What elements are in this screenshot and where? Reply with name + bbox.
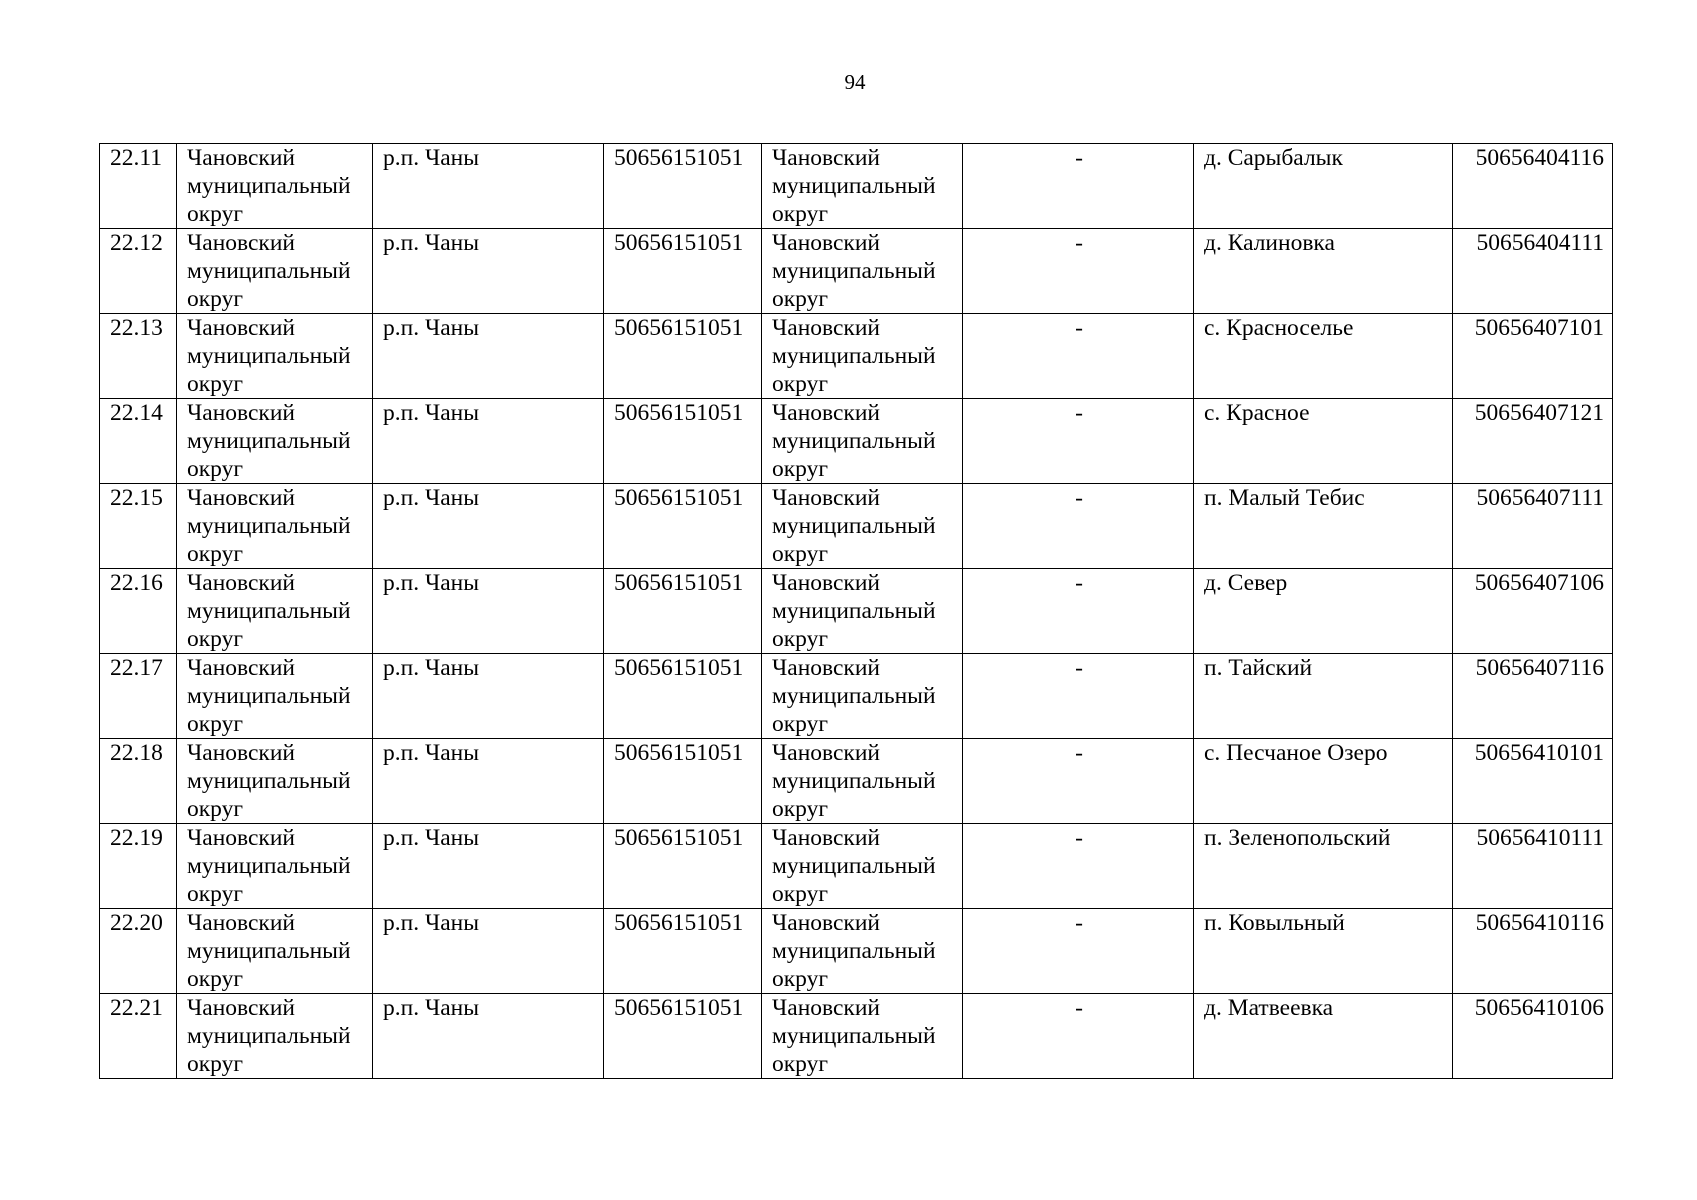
- locality-cell: п. Тайский: [1194, 654, 1453, 739]
- row-number-cell: 22.18: [100, 739, 177, 824]
- locality-cell: с. Красноселье: [1194, 314, 1453, 399]
- table-row: [100, 909, 1613, 994]
- locality-code-cell: 50656410111: [1453, 824, 1613, 909]
- district-cell: Чановский муниципальный округ: [177, 569, 373, 654]
- district-cell: Чановский муниципальный округ: [177, 824, 373, 909]
- district-cell-2: Чановский муниципальный округ: [762, 654, 963, 739]
- district-cell: Чановский муниципальный округ: [177, 144, 373, 229]
- table-row: [100, 824, 1613, 909]
- table-body: [100, 144, 1613, 1079]
- locality-cell: п. Зеленопольский: [1194, 824, 1453, 909]
- row-number-cell: 22.21: [100, 994, 177, 1079]
- locality-cell: д. Север: [1194, 569, 1453, 654]
- dash-cell: -: [963, 229, 1194, 314]
- district-cell-2: Чановский муниципальный округ: [762, 399, 963, 484]
- page-number: 94: [844, 70, 866, 94]
- locality-cell: д. Сарыбалык: [1194, 144, 1453, 229]
- settlement-cell: р.п. Чаны: [373, 399, 604, 484]
- dash-cell: -: [963, 569, 1194, 654]
- settlement-cell: р.п. Чаны: [373, 144, 604, 229]
- table-row: [100, 654, 1613, 739]
- table-row: [100, 739, 1613, 824]
- settlement-cell: р.п. Чаны: [373, 824, 604, 909]
- settlement-code-cell: 50656151051: [604, 144, 762, 229]
- table-row: [100, 144, 1613, 229]
- district-cell-2: Чановский муниципальный округ: [762, 569, 963, 654]
- table-row: [100, 569, 1613, 654]
- settlement-cell: р.п. Чаны: [373, 909, 604, 994]
- district-cell-2: Чановский муниципальный округ: [762, 739, 963, 824]
- locality-code-cell: 50656410116: [1453, 909, 1613, 994]
- settlement-cell: р.п. Чаны: [373, 484, 604, 569]
- settlement-cell: р.п. Чаны: [373, 739, 604, 824]
- table-row: [100, 399, 1613, 484]
- dash-cell: -: [963, 909, 1194, 994]
- district-cell: Чановский муниципальный округ: [177, 484, 373, 569]
- table-row: [100, 994, 1613, 1079]
- row-number-cell: 22.17: [100, 654, 177, 739]
- district-cell-2: Чановский муниципальный округ: [762, 824, 963, 909]
- row-number-cell: 22.13: [100, 314, 177, 399]
- locality-cell: д. Матвеевка: [1194, 994, 1453, 1079]
- dash-cell: -: [963, 484, 1194, 569]
- table-row: [100, 314, 1613, 399]
- table-row: [100, 484, 1613, 569]
- settlement-code-cell: 50656151051: [604, 654, 762, 739]
- locality-code-cell: 50656407101: [1453, 314, 1613, 399]
- locality-cell: п. Ковыльный: [1194, 909, 1453, 994]
- locality-cell: с. Красное: [1194, 399, 1453, 484]
- settlement-code-cell: 50656151051: [604, 229, 762, 314]
- row-number-cell: 22.16: [100, 569, 177, 654]
- row-number-cell: 22.20: [100, 909, 177, 994]
- locality-code-cell: 50656410101: [1453, 739, 1613, 824]
- table-row: [100, 229, 1613, 314]
- locality-cell: с. Песчаное Озеро: [1194, 739, 1453, 824]
- settlements-table: [99, 143, 1613, 1079]
- locality-code-cell: 50656404111: [1453, 229, 1613, 314]
- row-number-cell: 22.11: [100, 144, 177, 229]
- locality-code-cell: 50656407111: [1453, 484, 1613, 569]
- settlement-code-cell: 50656151051: [604, 314, 762, 399]
- row-number-cell: 22.15: [100, 484, 177, 569]
- locality-code-cell: 50656407116: [1453, 654, 1613, 739]
- locality-code-cell: 50656404116: [1453, 144, 1613, 229]
- settlement-cell: р.п. Чаны: [373, 569, 604, 654]
- district-cell-2: Чановский муниципальный округ: [762, 229, 963, 314]
- dash-cell: -: [963, 144, 1194, 229]
- district-cell: Чановский муниципальный округ: [177, 654, 373, 739]
- district-cell: Чановский муниципальный округ: [177, 909, 373, 994]
- district-cell: Чановский муниципальный округ: [177, 229, 373, 314]
- settlement-cell: р.п. Чаны: [373, 994, 604, 1079]
- settlement-code-cell: 50656151051: [604, 994, 762, 1079]
- district-cell-2: Чановский муниципальный округ: [762, 909, 963, 994]
- settlement-code-cell: 50656151051: [604, 909, 762, 994]
- dash-cell: -: [963, 824, 1194, 909]
- locality-code-cell: 50656407106: [1453, 569, 1613, 654]
- dash-cell: -: [963, 739, 1194, 824]
- locality-code-cell: 50656410106: [1453, 994, 1613, 1079]
- district-cell-2: Чановский муниципальный округ: [762, 484, 963, 569]
- district-cell-2: Чановский муниципальный округ: [762, 994, 963, 1079]
- dash-cell: -: [963, 399, 1194, 484]
- settlement-cell: р.п. Чаны: [373, 229, 604, 314]
- row-number-cell: 22.14: [100, 399, 177, 484]
- dash-cell: -: [963, 994, 1194, 1079]
- locality-cell: д. Калиновка: [1194, 229, 1453, 314]
- district-cell: Чановский муниципальный округ: [177, 739, 373, 824]
- settlement-code-cell: 50656151051: [604, 569, 762, 654]
- district-cell-2: Чановский муниципальный округ: [762, 314, 963, 399]
- row-number-cell: 22.19: [100, 824, 177, 909]
- locality-cell: п. Малый Тебис: [1194, 484, 1453, 569]
- dash-cell: -: [963, 314, 1194, 399]
- row-number-cell: 22.12: [100, 229, 177, 314]
- dash-cell: -: [963, 654, 1194, 739]
- settlement-code-cell: 50656151051: [604, 399, 762, 484]
- settlement-code-cell: 50656151051: [604, 824, 762, 909]
- district-cell-2: Чановский муниципальный округ: [762, 144, 963, 229]
- settlement-cell: р.п. Чаны: [373, 314, 604, 399]
- locality-code-cell: 50656407121: [1453, 399, 1613, 484]
- district-cell: Чановский муниципальный округ: [177, 399, 373, 484]
- settlement-cell: р.п. Чаны: [373, 654, 604, 739]
- district-cell: Чановский муниципальный округ: [177, 994, 373, 1079]
- settlement-code-cell: 50656151051: [604, 484, 762, 569]
- district-cell: Чановский муниципальный округ: [177, 314, 373, 399]
- settlement-code-cell: 50656151051: [604, 739, 762, 824]
